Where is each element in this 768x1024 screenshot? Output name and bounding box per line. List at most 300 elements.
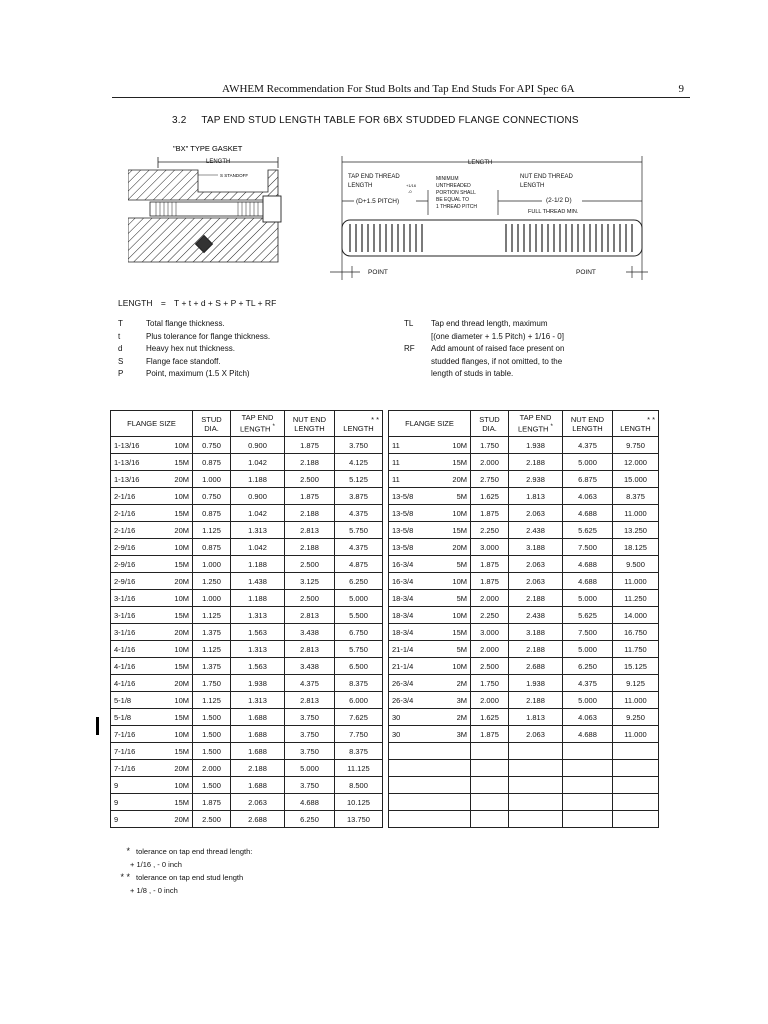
stud-dia-cell: 1.375 bbox=[193, 624, 231, 641]
flange-nominal: 2-1/16 bbox=[114, 508, 136, 518]
flange-nominal: 2-9/16 bbox=[114, 559, 136, 569]
pressure-rating: 10M bbox=[174, 780, 189, 790]
stud-dia-cell: 1.875 bbox=[193, 794, 231, 811]
pressure-rating: 2M bbox=[456, 678, 467, 688]
length-cell: 9.500 bbox=[613, 556, 659, 573]
flange-size-cell bbox=[389, 624, 471, 641]
flange-size-cell bbox=[389, 760, 471, 777]
tap-end-cell: 1.563 bbox=[231, 658, 285, 675]
length-cell: 18.125 bbox=[613, 539, 659, 556]
length-cell: 5.000 bbox=[335, 590, 383, 607]
stud-dia-cell: 2.000 bbox=[471, 590, 509, 607]
flange-size-cell bbox=[111, 641, 193, 658]
min-unthreaded-2: UNTHREADED bbox=[436, 183, 471, 189]
stud-dia-cell: 1.125 bbox=[193, 522, 231, 539]
flange-nominal: 2-9/16 bbox=[114, 542, 136, 552]
footnote-tolerance: + 1/16 , - 0 inch bbox=[130, 860, 182, 869]
table-row bbox=[111, 471, 659, 488]
nut-end-cell: 5.625 bbox=[563, 522, 613, 539]
table-row bbox=[111, 760, 659, 777]
flange-size-cell bbox=[111, 743, 193, 760]
def-symbol: S bbox=[118, 356, 124, 366]
flange-nominal: 3-1/16 bbox=[114, 593, 136, 603]
stud-dia-cell: 3.000 bbox=[471, 624, 509, 641]
nut-end-cell: 3.750 bbox=[285, 777, 335, 794]
stud-dia-cell: 2.750 bbox=[471, 471, 509, 488]
flange-nominal: 11 bbox=[392, 440, 400, 450]
tap-end-cell: 3.188 bbox=[509, 624, 563, 641]
length-cell: 4.125 bbox=[335, 454, 383, 471]
flange-size-cell bbox=[389, 573, 471, 590]
stud-dia-cell: 1.000 bbox=[193, 556, 231, 573]
nut-end-cell: 3.750 bbox=[285, 709, 335, 726]
stud-dia-cell: 2.500 bbox=[471, 658, 509, 675]
def-text: Plus tolerance for flange thickness. bbox=[146, 331, 271, 341]
length-cell: 6.000 bbox=[335, 692, 383, 709]
def-symbol: T bbox=[118, 319, 123, 328]
nut-end-cell: 3.750 bbox=[285, 743, 335, 760]
page-header bbox=[112, 83, 690, 98]
margin-change-bar bbox=[96, 717, 99, 735]
flange-nominal: 16-3/4 bbox=[392, 559, 414, 569]
footnote-tolerance: + 1/8 , - 0 inch bbox=[130, 886, 178, 895]
pressure-rating: 10M bbox=[452, 576, 467, 586]
pressure-rating: 15M bbox=[174, 610, 189, 620]
pressure-rating: 20M bbox=[174, 627, 189, 637]
table-row bbox=[111, 505, 659, 522]
flange-nominal: 7-1/16 bbox=[114, 729, 136, 739]
flange-nominal: 21-1/4 bbox=[392, 661, 414, 671]
def-symbol: d bbox=[118, 344, 123, 353]
formula-eq: = bbox=[160, 298, 166, 308]
pressure-rating: 15M bbox=[174, 797, 189, 807]
length-cell: 8.375 bbox=[613, 488, 659, 505]
nut-end-cell: 6.875 bbox=[563, 471, 613, 488]
flange-size-cell bbox=[111, 607, 193, 624]
def-text: Heavy hex nut thickness. bbox=[146, 344, 235, 353]
tap-end-stud-figure bbox=[320, 150, 650, 290]
flange-size-cell bbox=[389, 488, 471, 505]
nut-end-cell: 4.688 bbox=[285, 794, 335, 811]
length-cell: 7.750 bbox=[335, 726, 383, 743]
stud-dia-cell: 2.250 bbox=[471, 607, 509, 624]
length-cell: 4.875 bbox=[335, 556, 383, 573]
stud-dia-cell: 1.875 bbox=[471, 505, 509, 522]
def-row bbox=[118, 331, 270, 344]
pressure-rating: 10M bbox=[174, 491, 189, 501]
pressure-rating: 2M bbox=[456, 712, 467, 722]
nut-end-cell: 1.875 bbox=[285, 488, 335, 505]
nut-end-cell: 3.125 bbox=[285, 573, 335, 590]
section-heading: TAP END STUD LENGTH TABLE FOR 6BX STUDDED FLANGE CONNECTIONS bbox=[201, 115, 579, 126]
nut-end-cell bbox=[563, 743, 613, 760]
length-cell: 11.750 bbox=[613, 641, 659, 658]
nut-end-cell: 2.813 bbox=[285, 522, 335, 539]
section-title bbox=[172, 115, 579, 126]
stud-dia-cell bbox=[471, 743, 509, 760]
flange-size-cell bbox=[389, 692, 471, 709]
tap-end-cell: 2.188 bbox=[509, 454, 563, 471]
length-cell: 11.000 bbox=[613, 573, 659, 590]
flange-nominal: 26-3/4 bbox=[392, 678, 414, 688]
stud-dia-cell: 0.750 bbox=[193, 437, 231, 454]
def-text-continued: length of studs in table. bbox=[431, 369, 514, 378]
flange-nominal: 11 bbox=[392, 457, 400, 467]
nut-end-cell: 4.688 bbox=[563, 505, 613, 522]
nut-end-cell: 6.250 bbox=[285, 811, 335, 828]
length-cell: 13.250 bbox=[613, 522, 659, 539]
pressure-rating: 20M bbox=[452, 474, 467, 484]
stud-dia-cell: 1.500 bbox=[193, 743, 231, 760]
stud-dia-cell: 1.625 bbox=[471, 488, 509, 505]
stud-dia-cell: 1.875 bbox=[471, 573, 509, 590]
pressure-rating: 10M bbox=[174, 695, 189, 705]
flange-nominal: 2-1/16 bbox=[114, 491, 136, 501]
tap-pitch-label: (D+1.5 PITCH) bbox=[356, 198, 400, 205]
length-cell: 7.625 bbox=[335, 709, 383, 726]
stud-dia-cell: 1.875 bbox=[471, 726, 509, 743]
length-cell: 4.375 bbox=[335, 505, 383, 522]
pressure-rating: 20M bbox=[174, 525, 189, 535]
pressure-rating: 15M bbox=[174, 712, 189, 722]
tap-end-cell: 1.688 bbox=[231, 726, 285, 743]
tap-end-cell: 2.063 bbox=[509, 556, 563, 573]
flange-size-cell bbox=[389, 471, 471, 488]
tap-star: * bbox=[550, 423, 553, 431]
col-nut-end: NUT END LENGTH bbox=[285, 411, 335, 437]
nut-end-cell: 4.688 bbox=[563, 573, 613, 590]
tap-end-cell: 1.938 bbox=[509, 437, 563, 454]
flange-size-cell bbox=[111, 471, 193, 488]
length-cell bbox=[613, 743, 659, 760]
def-text: Total flange thickness. bbox=[146, 319, 225, 328]
stud-dia-cell: 1.500 bbox=[193, 777, 231, 794]
length-cell bbox=[613, 811, 659, 828]
length-label: LENGTH bbox=[206, 159, 231, 165]
tap-end-cell: 1.313 bbox=[231, 641, 285, 658]
tap-end-cell: 2.938 bbox=[509, 471, 563, 488]
tap-end-cell: 2.438 bbox=[509, 522, 563, 539]
tap-end-cell: 2.188 bbox=[509, 692, 563, 709]
pressure-rating: 20M bbox=[174, 763, 189, 773]
nut-end-cell: 6.250 bbox=[563, 658, 613, 675]
table-row bbox=[111, 641, 659, 658]
flange-size-cell bbox=[389, 505, 471, 522]
tap-end-cell: 1.313 bbox=[231, 522, 285, 539]
stud-dia-cell: 1.125 bbox=[193, 607, 231, 624]
table-row bbox=[111, 658, 659, 675]
min-unthreaded-3: PORTION SHALL bbox=[436, 190, 476, 196]
nut-end-label-1: NUT END THREAD bbox=[520, 174, 573, 180]
nut-end-cell: 5.625 bbox=[563, 607, 613, 624]
col-flange-size: FLANGE SIZE bbox=[111, 411, 193, 437]
length-cell: 6.500 bbox=[335, 658, 383, 675]
tap-end-cell: 1.688 bbox=[231, 709, 285, 726]
tap-end-cell: 1.042 bbox=[231, 539, 285, 556]
flange-nominal: 1-13/16 bbox=[114, 474, 140, 484]
flange-size-cell bbox=[111, 726, 193, 743]
flange-size-cell bbox=[111, 590, 193, 607]
stud-dia-cell bbox=[471, 794, 509, 811]
table-row bbox=[111, 539, 659, 556]
def-symbol: t bbox=[118, 331, 121, 341]
tap-end-cell bbox=[509, 743, 563, 760]
stud-dia-cell: 1.750 bbox=[471, 437, 509, 454]
def-symbol: TL bbox=[404, 319, 414, 328]
tap-end-cell: 2.188 bbox=[231, 760, 285, 777]
flange-nominal: 9 bbox=[114, 797, 119, 807]
flange-size-cell bbox=[111, 454, 193, 471]
length-cell: 9.125 bbox=[613, 675, 659, 692]
pressure-rating: 15M bbox=[452, 525, 467, 535]
pressure-rating: 20M bbox=[452, 542, 467, 552]
tap-end-cell: 2.188 bbox=[509, 641, 563, 658]
length-cell: 8.500 bbox=[335, 777, 383, 794]
stud-length-table bbox=[110, 410, 659, 828]
pressure-rating: 20M bbox=[174, 814, 189, 824]
length-cell: 13.750 bbox=[335, 811, 383, 828]
table-row bbox=[111, 743, 659, 760]
pressure-rating: 5M bbox=[456, 491, 467, 501]
flange-size-cell bbox=[111, 777, 193, 794]
nut-end-cell: 2.500 bbox=[285, 556, 335, 573]
def-text: Tap end thread length, maximum bbox=[431, 319, 548, 328]
length-cell: 8.375 bbox=[335, 675, 383, 692]
table-row bbox=[111, 488, 659, 505]
tap-end-cell: 1.313 bbox=[231, 607, 285, 624]
flange-size-cell bbox=[111, 522, 193, 539]
stud-body bbox=[342, 220, 642, 256]
full-thread-label: FULL THREAD MIN. bbox=[528, 209, 579, 215]
flange-size-cell bbox=[389, 811, 471, 828]
pressure-rating: 10M bbox=[174, 593, 189, 603]
stud-dia-cell: 1.125 bbox=[193, 641, 231, 658]
tap-end-cell: 2.063 bbox=[509, 573, 563, 590]
flange-nominal: 11 bbox=[392, 474, 400, 484]
stud-dia-cell: 1.625 bbox=[471, 709, 509, 726]
def-text: Flange face standoff. bbox=[146, 356, 221, 366]
length-cell: 15.000 bbox=[613, 471, 659, 488]
stud bbox=[150, 202, 278, 216]
stud-dia-cell: 2.250 bbox=[471, 522, 509, 539]
flange-size-cell bbox=[389, 607, 471, 624]
table-row bbox=[111, 437, 659, 454]
flange-nominal: 30 bbox=[392, 729, 401, 739]
tap-end-cell: 1.188 bbox=[231, 590, 285, 607]
flange-size-cell bbox=[389, 641, 471, 658]
nut-end-cell: 3.750 bbox=[285, 726, 335, 743]
stud-dia-cell: 1.000 bbox=[193, 471, 231, 488]
col-flange-size: FLANGE SIZE bbox=[389, 411, 471, 437]
nut-end-cell: 4.375 bbox=[563, 437, 613, 454]
nut-end-cell: 5.000 bbox=[285, 760, 335, 777]
tap-end-cell: 1.938 bbox=[509, 675, 563, 692]
stud-dia-cell: 1.500 bbox=[193, 726, 231, 743]
flange-size-cell bbox=[389, 743, 471, 760]
table-header-row bbox=[111, 411, 659, 437]
footnote-line bbox=[110, 845, 252, 858]
length-cell bbox=[613, 760, 659, 777]
tap-end-cell: 2.063 bbox=[231, 794, 285, 811]
length-cell: 9.250 bbox=[613, 709, 659, 726]
flange-nominal: 7-1/16 bbox=[114, 746, 136, 756]
flange-size-cell bbox=[389, 454, 471, 471]
pressure-rating: 20M bbox=[174, 576, 189, 586]
table-row bbox=[111, 794, 659, 811]
nut-end-cell: 2.813 bbox=[285, 641, 335, 658]
table-row bbox=[111, 811, 659, 828]
flange-nominal: 16-3/4 bbox=[392, 576, 414, 586]
nut-end-cell: 2.500 bbox=[285, 590, 335, 607]
table-row bbox=[111, 573, 659, 590]
nut-end-cell: 4.063 bbox=[563, 709, 613, 726]
tap-end-cell: 2.063 bbox=[509, 726, 563, 743]
flange-nominal: 3-1/16 bbox=[114, 627, 136, 637]
stud-dia-cell: 3.000 bbox=[471, 539, 509, 556]
tap-end-cell: 2.063 bbox=[509, 505, 563, 522]
stud-dia-cell: 1.750 bbox=[193, 675, 231, 692]
flange-size-cell bbox=[111, 709, 193, 726]
pressure-rating: 10M bbox=[452, 508, 467, 518]
tap-end-label-1: TAP END THREAD bbox=[348, 174, 400, 180]
table-row bbox=[111, 607, 659, 624]
flange-size-cell bbox=[111, 692, 193, 709]
pressure-rating: 10M bbox=[452, 610, 467, 620]
pressure-rating: 15M bbox=[452, 457, 467, 467]
flange-nominal: 13-5/8 bbox=[392, 542, 414, 552]
def-text: Add amount of raised face present on bbox=[431, 344, 565, 353]
table-row bbox=[111, 522, 659, 539]
length-cell: 3.750 bbox=[335, 437, 383, 454]
tap-end-cell bbox=[509, 811, 563, 828]
nut-end-cell: 4.375 bbox=[563, 675, 613, 692]
nut-end-cell: 1.875 bbox=[285, 437, 335, 454]
nut-end-cell: 5.000 bbox=[563, 692, 613, 709]
flange-size-cell bbox=[111, 624, 193, 641]
tap-end-cell: 1.313 bbox=[231, 692, 285, 709]
formula-lhs: LENGTH bbox=[118, 298, 153, 308]
length-cell: 5.750 bbox=[335, 522, 383, 539]
def-text-continued: [(one diameter + 1.5 Pitch) + 1/16 - 0] bbox=[431, 331, 564, 341]
table-row bbox=[111, 624, 659, 641]
flange-size-cell bbox=[389, 522, 471, 539]
pressure-rating: 15M bbox=[174, 746, 189, 756]
table-row bbox=[111, 777, 659, 794]
flange-nominal: 2-9/16 bbox=[114, 576, 136, 586]
flange-nominal: 1-13/16 bbox=[114, 440, 140, 450]
nut-end-cell: 5.000 bbox=[563, 454, 613, 471]
flange-nominal: 9 bbox=[114, 780, 119, 790]
flange-size-cell bbox=[389, 675, 471, 692]
length-cell: 10.125 bbox=[335, 794, 383, 811]
stud-dia-cell bbox=[471, 760, 509, 777]
length-cell: 6.250 bbox=[335, 573, 383, 590]
pressure-rating: 10M bbox=[174, 644, 189, 654]
min-unthreaded-4: BE EQUAL TO bbox=[436, 197, 469, 203]
section-number: 3.2 bbox=[172, 115, 187, 126]
tap-end-cell: 0.900 bbox=[231, 437, 285, 454]
tap-end-cell: 3.188 bbox=[509, 539, 563, 556]
length-formula bbox=[118, 298, 282, 308]
stud-dia-cell: 2.500 bbox=[193, 811, 231, 828]
flange-nominal: 13-5/8 bbox=[392, 491, 414, 501]
hex-nut bbox=[263, 196, 281, 222]
stud-dia-cell: 2.000 bbox=[471, 641, 509, 658]
flange-size-cell bbox=[111, 437, 193, 454]
footnote-star: * bbox=[126, 846, 130, 856]
flange-size-cell bbox=[389, 658, 471, 675]
flange-nominal: 21-1/4 bbox=[392, 644, 414, 654]
length-cell: 15.125 bbox=[613, 658, 659, 675]
gasket-caption: "BX" TYPE GASKET bbox=[173, 144, 243, 153]
col-tap-end-label: TAP END LENGTH bbox=[518, 413, 552, 434]
col-length bbox=[613, 411, 659, 437]
stud-dia-cell bbox=[471, 777, 509, 794]
nut-end-cell: 4.375 bbox=[285, 675, 335, 692]
tap-end-cell: 1.563 bbox=[231, 624, 285, 641]
flange-nominal: 13-5/8 bbox=[392, 508, 414, 518]
flange-size-cell bbox=[111, 658, 193, 675]
nut-end-cell bbox=[563, 760, 613, 777]
flange-size-cell bbox=[111, 760, 193, 777]
definitions-left bbox=[118, 318, 270, 381]
def-row bbox=[404, 318, 564, 331]
length-cell: 3.875 bbox=[335, 488, 383, 505]
flange-nominal: 2-1/16 bbox=[114, 525, 136, 535]
tap-end-cell bbox=[509, 760, 563, 777]
flange-nominal: 5-1/8 bbox=[114, 712, 132, 722]
def-symbol: RF bbox=[404, 344, 415, 353]
pressure-rating: 3M bbox=[456, 695, 467, 705]
def-row bbox=[404, 343, 564, 356]
formula-rhs: T + t + d + S + P + TL + RF bbox=[174, 298, 277, 308]
nut-end-label-2: LENGTH bbox=[520, 183, 545, 189]
tap-end-cell: 1.688 bbox=[231, 777, 285, 794]
nut-end-cell: 4.063 bbox=[563, 488, 613, 505]
col-tap-end bbox=[231, 411, 285, 437]
flange-size-cell bbox=[111, 556, 193, 573]
point-right-label: POINT bbox=[576, 269, 596, 276]
length-cell: 14.000 bbox=[613, 607, 659, 624]
pressure-rating: 10M bbox=[452, 661, 467, 671]
length-cell: 11.250 bbox=[613, 590, 659, 607]
header-title: AWHEM Recommendation For Stud Bolts and Tap End Studs For API Spec 6A bbox=[222, 83, 575, 95]
stud-dia-cell: 2.000 bbox=[193, 760, 231, 777]
table-row bbox=[111, 556, 659, 573]
stud-dia-cell: 1.500 bbox=[193, 709, 231, 726]
def-row bbox=[118, 356, 270, 369]
stud-dia-cell: 1.750 bbox=[471, 675, 509, 692]
footnote-text: tolerance on tap end thread length: bbox=[136, 847, 253, 856]
length-cell: 5.125 bbox=[335, 471, 383, 488]
nut-end-cell: 5.000 bbox=[563, 590, 613, 607]
tap-end-cell: 1.813 bbox=[509, 709, 563, 726]
nut-end-cell: 4.688 bbox=[563, 556, 613, 573]
table-row bbox=[111, 709, 659, 726]
flange-nominal: 18-3/4 bbox=[392, 627, 414, 637]
stud-dia-cell: 0.875 bbox=[193, 454, 231, 471]
pressure-rating: 5M bbox=[456, 593, 467, 603]
bx-gasket-figure bbox=[128, 140, 298, 265]
flange-size-cell bbox=[111, 539, 193, 556]
pressure-rating: 10M bbox=[452, 440, 467, 450]
col-stud-dia: STUD DIA. bbox=[193, 411, 231, 437]
length-cell: 11.000 bbox=[613, 692, 659, 709]
tap-end-cell: 1.813 bbox=[509, 488, 563, 505]
tap-end-cell: 1.042 bbox=[231, 454, 285, 471]
tap-end-cell: 1.938 bbox=[231, 675, 285, 692]
def-row bbox=[118, 368, 270, 381]
